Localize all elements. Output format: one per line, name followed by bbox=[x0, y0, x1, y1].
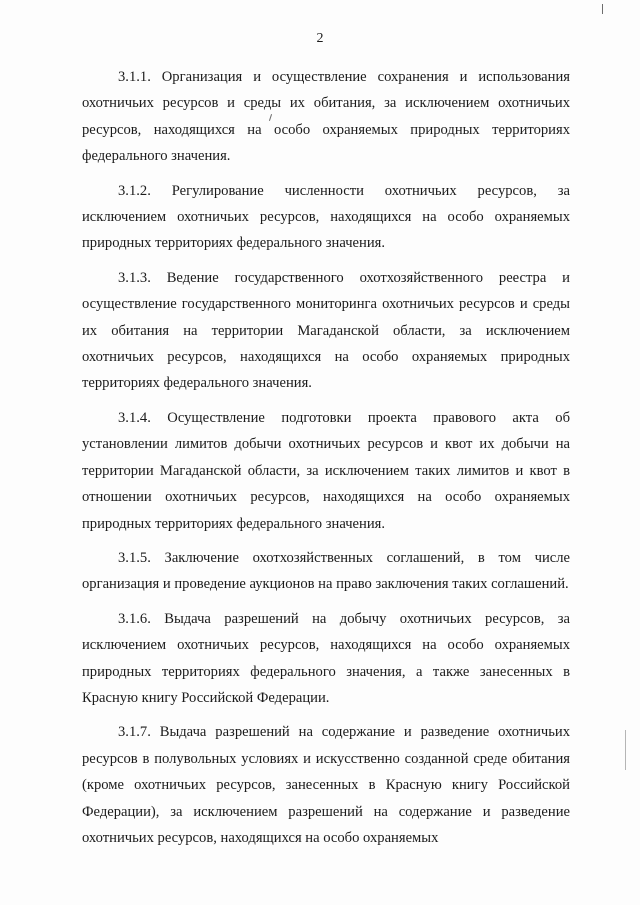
paragraph-3-1-7: 3.1.7. Выдача разрешений на содержание и разведение охотничьих ресурсов в полувольных условиях и искусственно созданной среде обитания (кроме охотничьих ресурсов, занесенных в Красную книгу Российской Федерации), за исключением разрешений на содержание и разведение охотничьих ресурсов, находящихся на особо охраняемых bbox=[82, 724, 570, 846]
document-body bbox=[82, 64, 570, 859]
scan-speck bbox=[602, 4, 603, 14]
paragraph-3-1-3: 3.1.3. Ведение государственного охотхозяйственного реестра и осуществление государственного мониторинга охотничьих ресурсов и среды их обитания на территории Магаданской области, за исключением охотничьих ресурсов, находящихся на особо охраняемых природных территориях федерального значения. bbox=[82, 269, 570, 392]
paragraph-3-1-5: 3.1.5. Заключение охотхозяйственных соглашений, в том числе организация и проведение аукционов на право заключения таких соглашений. bbox=[82, 549, 570, 593]
paragraph-3-1-2: 3.1.2. Регулирование численности охотничьих ресурсов, за исключением охотничьих ресурсов, находящихся на особо охраняемых природных территориях федерального значения. bbox=[82, 182, 570, 252]
page-number: 2 bbox=[316, 31, 324, 46]
scan-edge-shadow bbox=[625, 730, 626, 770]
paragraph-3-1-4: 3.1.4. Осуществление подготовки проекта правового акта об установлении лимитов добычи охотничьих ресурсов и квот их добычи на территории Магаданской области, за исключением таких лимитов и квот в отношении охотничьих ресурсов, находящихся на особо охраняемых природных территориях федерального значения. bbox=[82, 409, 570, 532]
paragraph-3-1-6: 3.1.6. Выдача разрешений на добычу охотничьих ресурсов, за исключением охотничьих ресурсов, находящихся на особо охраняемых природных территориях федерального значения, а также занесенных в Красную книгу Российской Федерации. bbox=[82, 610, 570, 706]
paragraph-3-1-1: 3.1.1. Организация и осуществление сохранения и использования охотничьих ресурсов и среды их обитания, за исключением охотничьих ресурсов, находящихся на особо охраняемых природных территориях федерального значения. bbox=[82, 69, 570, 165]
